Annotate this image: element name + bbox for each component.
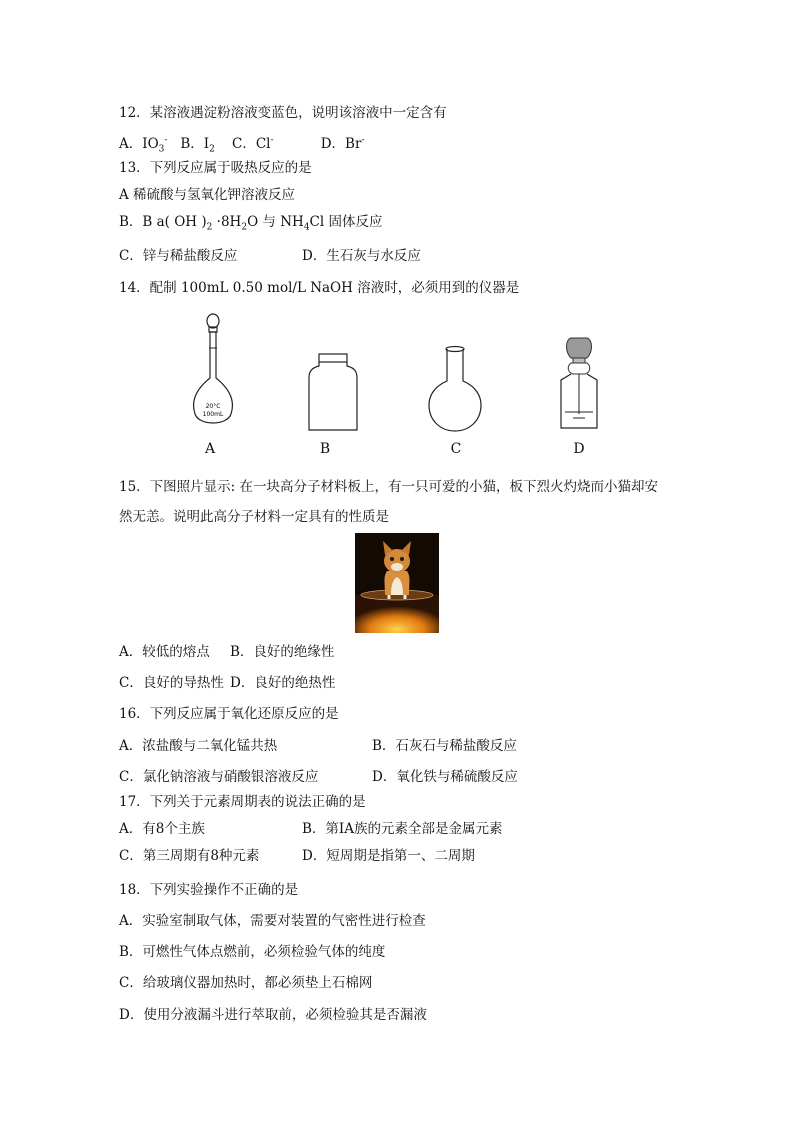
figure-label-a: A	[204, 441, 216, 457]
q15-option-d: D．良好的绝热性	[230, 675, 336, 691]
q12-option-b: B．$I_2$	[180, 136, 215, 155]
kitten-on-polymer-photo	[355, 533, 439, 633]
q15-option-a: A．较低的熔点	[119, 644, 210, 660]
figure-label-b: B	[319, 441, 331, 457]
q18-option-d: D．使用分液漏斗进行萃取前，必须检验其是否漏液	[119, 1007, 427, 1023]
dropper-bottle-icon	[553, 336, 605, 434]
q13-option-c: C．锌与稀盐酸反应	[119, 248, 238, 264]
q12-option-c: C．Cl-	[231, 135, 274, 152]
q15-stem-line1: 15．下图照片显示: 在一块高分子材料板上，有一只可爱的小猫，板下烈火灼烧而小猫却安	[119, 479, 659, 495]
q13-option-b: B．B a( OH )$_2 \cdot 8H_2O$ 与 $NH_4Cl$ 固体反应	[119, 214, 383, 233]
q12-option-a: A．$IO_3^-$	[119, 135, 168, 155]
figure-label-c: C	[450, 441, 462, 457]
q16-option-b: B．石灰石与稀盐酸反应	[372, 738, 517, 754]
q12-options	[119, 135, 364, 153]
q17-option-c: C．第三周期有8种元素	[119, 848, 260, 864]
q18-option-c: C．给玻璃仪器加热时，都必须垫上石棉网	[119, 975, 373, 991]
reagent-bottle-icon	[305, 352, 361, 434]
q16-option-a: A．浓盐酸与二氧化锰共热	[119, 738, 278, 754]
q17-stem: 17．下列关于元素周期表的说法正确的是	[119, 794, 366, 810]
q15-option-b: B．良好的绝缘性	[230, 644, 335, 660]
q17-option-b: B．第IA族的元素全部是金属元素	[302, 821, 503, 837]
q16-option-d: D．氧化铁与稀硫酸反应	[372, 769, 518, 785]
flask-volume-label: 100mL	[202, 411, 224, 418]
figure-label-d: D	[573, 441, 585, 457]
q15-stem-line2: 然无恙。说明此高分子材料一定具有的性质是	[119, 509, 389, 525]
flask-temperature-label: 20°C	[205, 403, 221, 410]
q13-option-d: D．生石灰与水反应	[302, 248, 421, 264]
q16-stem: 16．下列反应属于氧化还原反应的是	[119, 706, 339, 722]
q18-stem: 18．下列实验操作不正确的是	[119, 882, 299, 898]
q13-option-a: A 稀硫酸与氢氧化钾溶液反应	[119, 187, 296, 203]
q14-stem: 14．配制 100mL 0.50 mol/L NaOH 溶液时，必须用到的仪器是	[119, 280, 520, 296]
q17-option-d: D．短周期是指第一、二周期	[302, 848, 475, 864]
q18-option-a: A．实验室制取气体，需要对装置的气密性进行检查	[119, 913, 426, 929]
q13-stem: 13．下列反应属于吸热反应的是	[119, 160, 312, 176]
q12-stem: 12．某溶液遇淀粉溶液变蓝色，说明该溶液中一定含有	[119, 105, 447, 121]
q17-option-a: A．有8个主族	[119, 821, 205, 837]
volumetric-flask-icon	[185, 310, 241, 435]
round-bottom-flask-icon	[427, 345, 483, 435]
q15-option-c: C．良好的导热性	[119, 675, 224, 691]
q16-option-c: C．氯化钠溶液与硝酸银溶液反应	[119, 769, 319, 785]
q12-option-d: D．Br-	[320, 135, 365, 152]
q18-option-b: B．可燃性气体点燃前，必须检验气体的纯度	[119, 944, 386, 960]
